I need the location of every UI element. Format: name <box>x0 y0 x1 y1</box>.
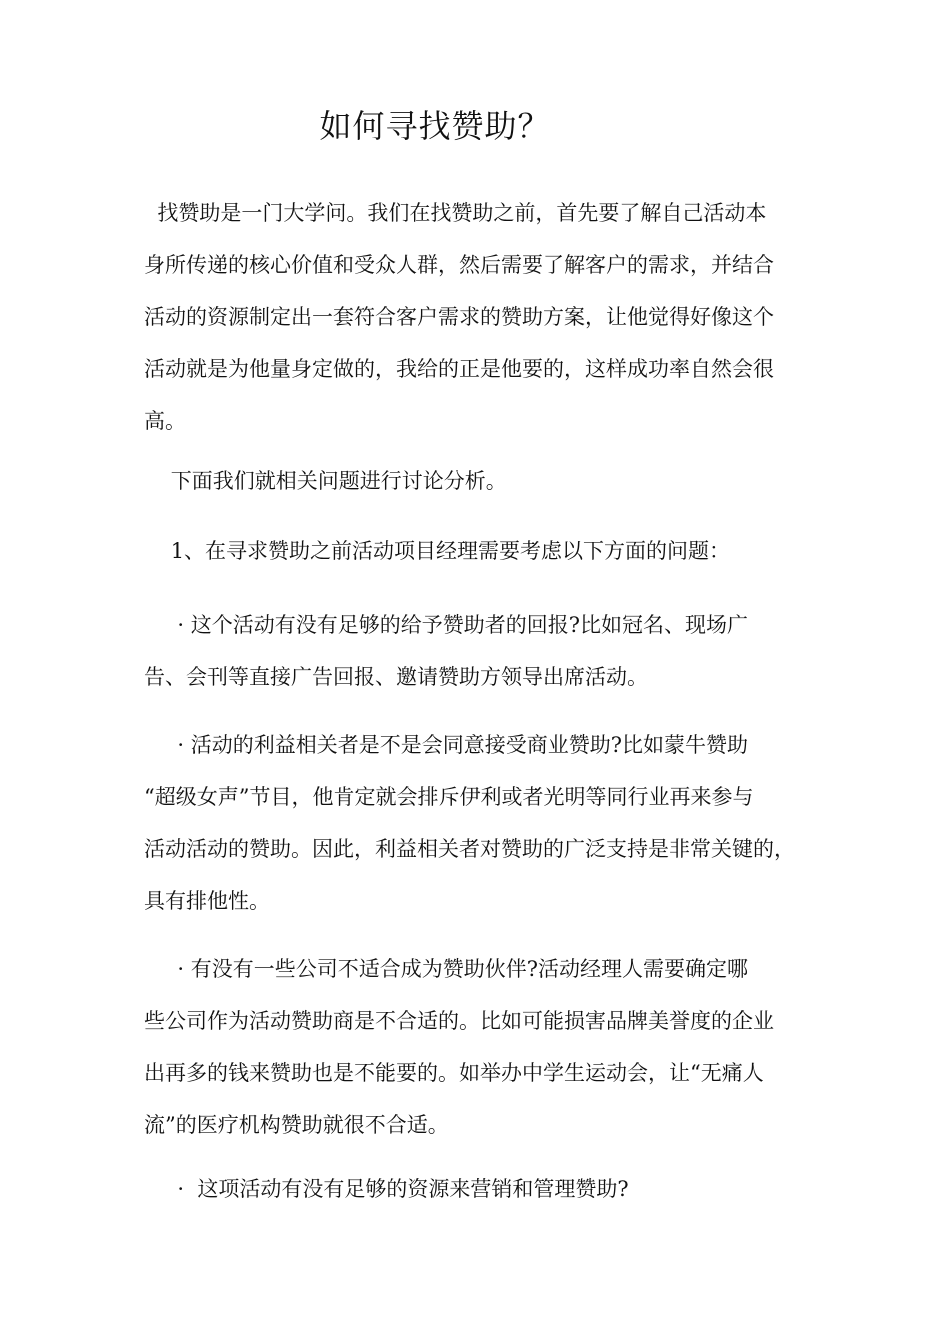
text-line: 告、会刊等直接广告回报、邀请赞助方领导出席活动。 <box>144 665 648 689</box>
text-line: 活动活动的赞助。因此，利益相关者对赞助的广泛支持是非常关键的， <box>144 837 795 861</box>
page-title: 如何寻找赞助？ <box>319 107 551 145</box>
text-line: 出再多的钱来赞助也是不能要的。如举办中学生运动会，让“无痛人 <box>144 1061 764 1085</box>
text-line: 下面我们就相关问题进行讨论分析。 <box>144 469 507 493</box>
text-line: 高。 <box>144 409 186 433</box>
text-line: 找赞助是一门大学问。我们在找赞助之前，首先要了解自己活动本 <box>144 201 767 225</box>
intro-paragraph <box>144 187 814 447</box>
text-line: 身所传递的核心价值和受众人群，然后需要了解客户的需求，并结合 <box>144 253 774 277</box>
discussion-intro-paragraph <box>144 455 814 507</box>
text-line: 具有排他性。 <box>144 889 270 913</box>
text-line: · 有没有一些公司不适合成为赞助伙伴?活动经理人需要确定哪 <box>144 957 748 981</box>
text-line: · 这项活动有没有足够的资源来营销和管理赞助? <box>144 1177 629 1201</box>
text-line: · 活动的利益相关者是不是会同意接受商业赞助?比如蒙牛赞助 <box>144 733 748 757</box>
bullet-item <box>144 1163 814 1215</box>
text-line: 些公司作为活动赞助商是不合适的。比如可能损害品牌美誉度的企业 <box>144 1009 774 1033</box>
text-line: · 这个活动有没有足够的给予赞助者的回报?比如冠名、现场广 <box>144 613 748 637</box>
bullet-item <box>144 719 814 927</box>
text-line: 1、在寻求赞助之前活动项目经理需要考虑以下方面的问题： <box>144 539 731 563</box>
bullet-item <box>144 599 814 703</box>
text-line: 流”的医疗机构赞助就很不合适。 <box>144 1113 449 1137</box>
section-heading-1 <box>144 525 814 577</box>
text-line: 活动的资源制定出一套符合客户需求的赞助方案，让他觉得好像这个 <box>144 305 774 329</box>
text-line: 活动就是为他量身定做的，我给的正是他要的，这样成功率自然会很 <box>144 357 774 381</box>
bullet-item <box>144 943 814 1151</box>
text-line: “超级女声”节目，他肯定就会排斥伊利或者光明等同行业再来参与 <box>144 785 754 809</box>
